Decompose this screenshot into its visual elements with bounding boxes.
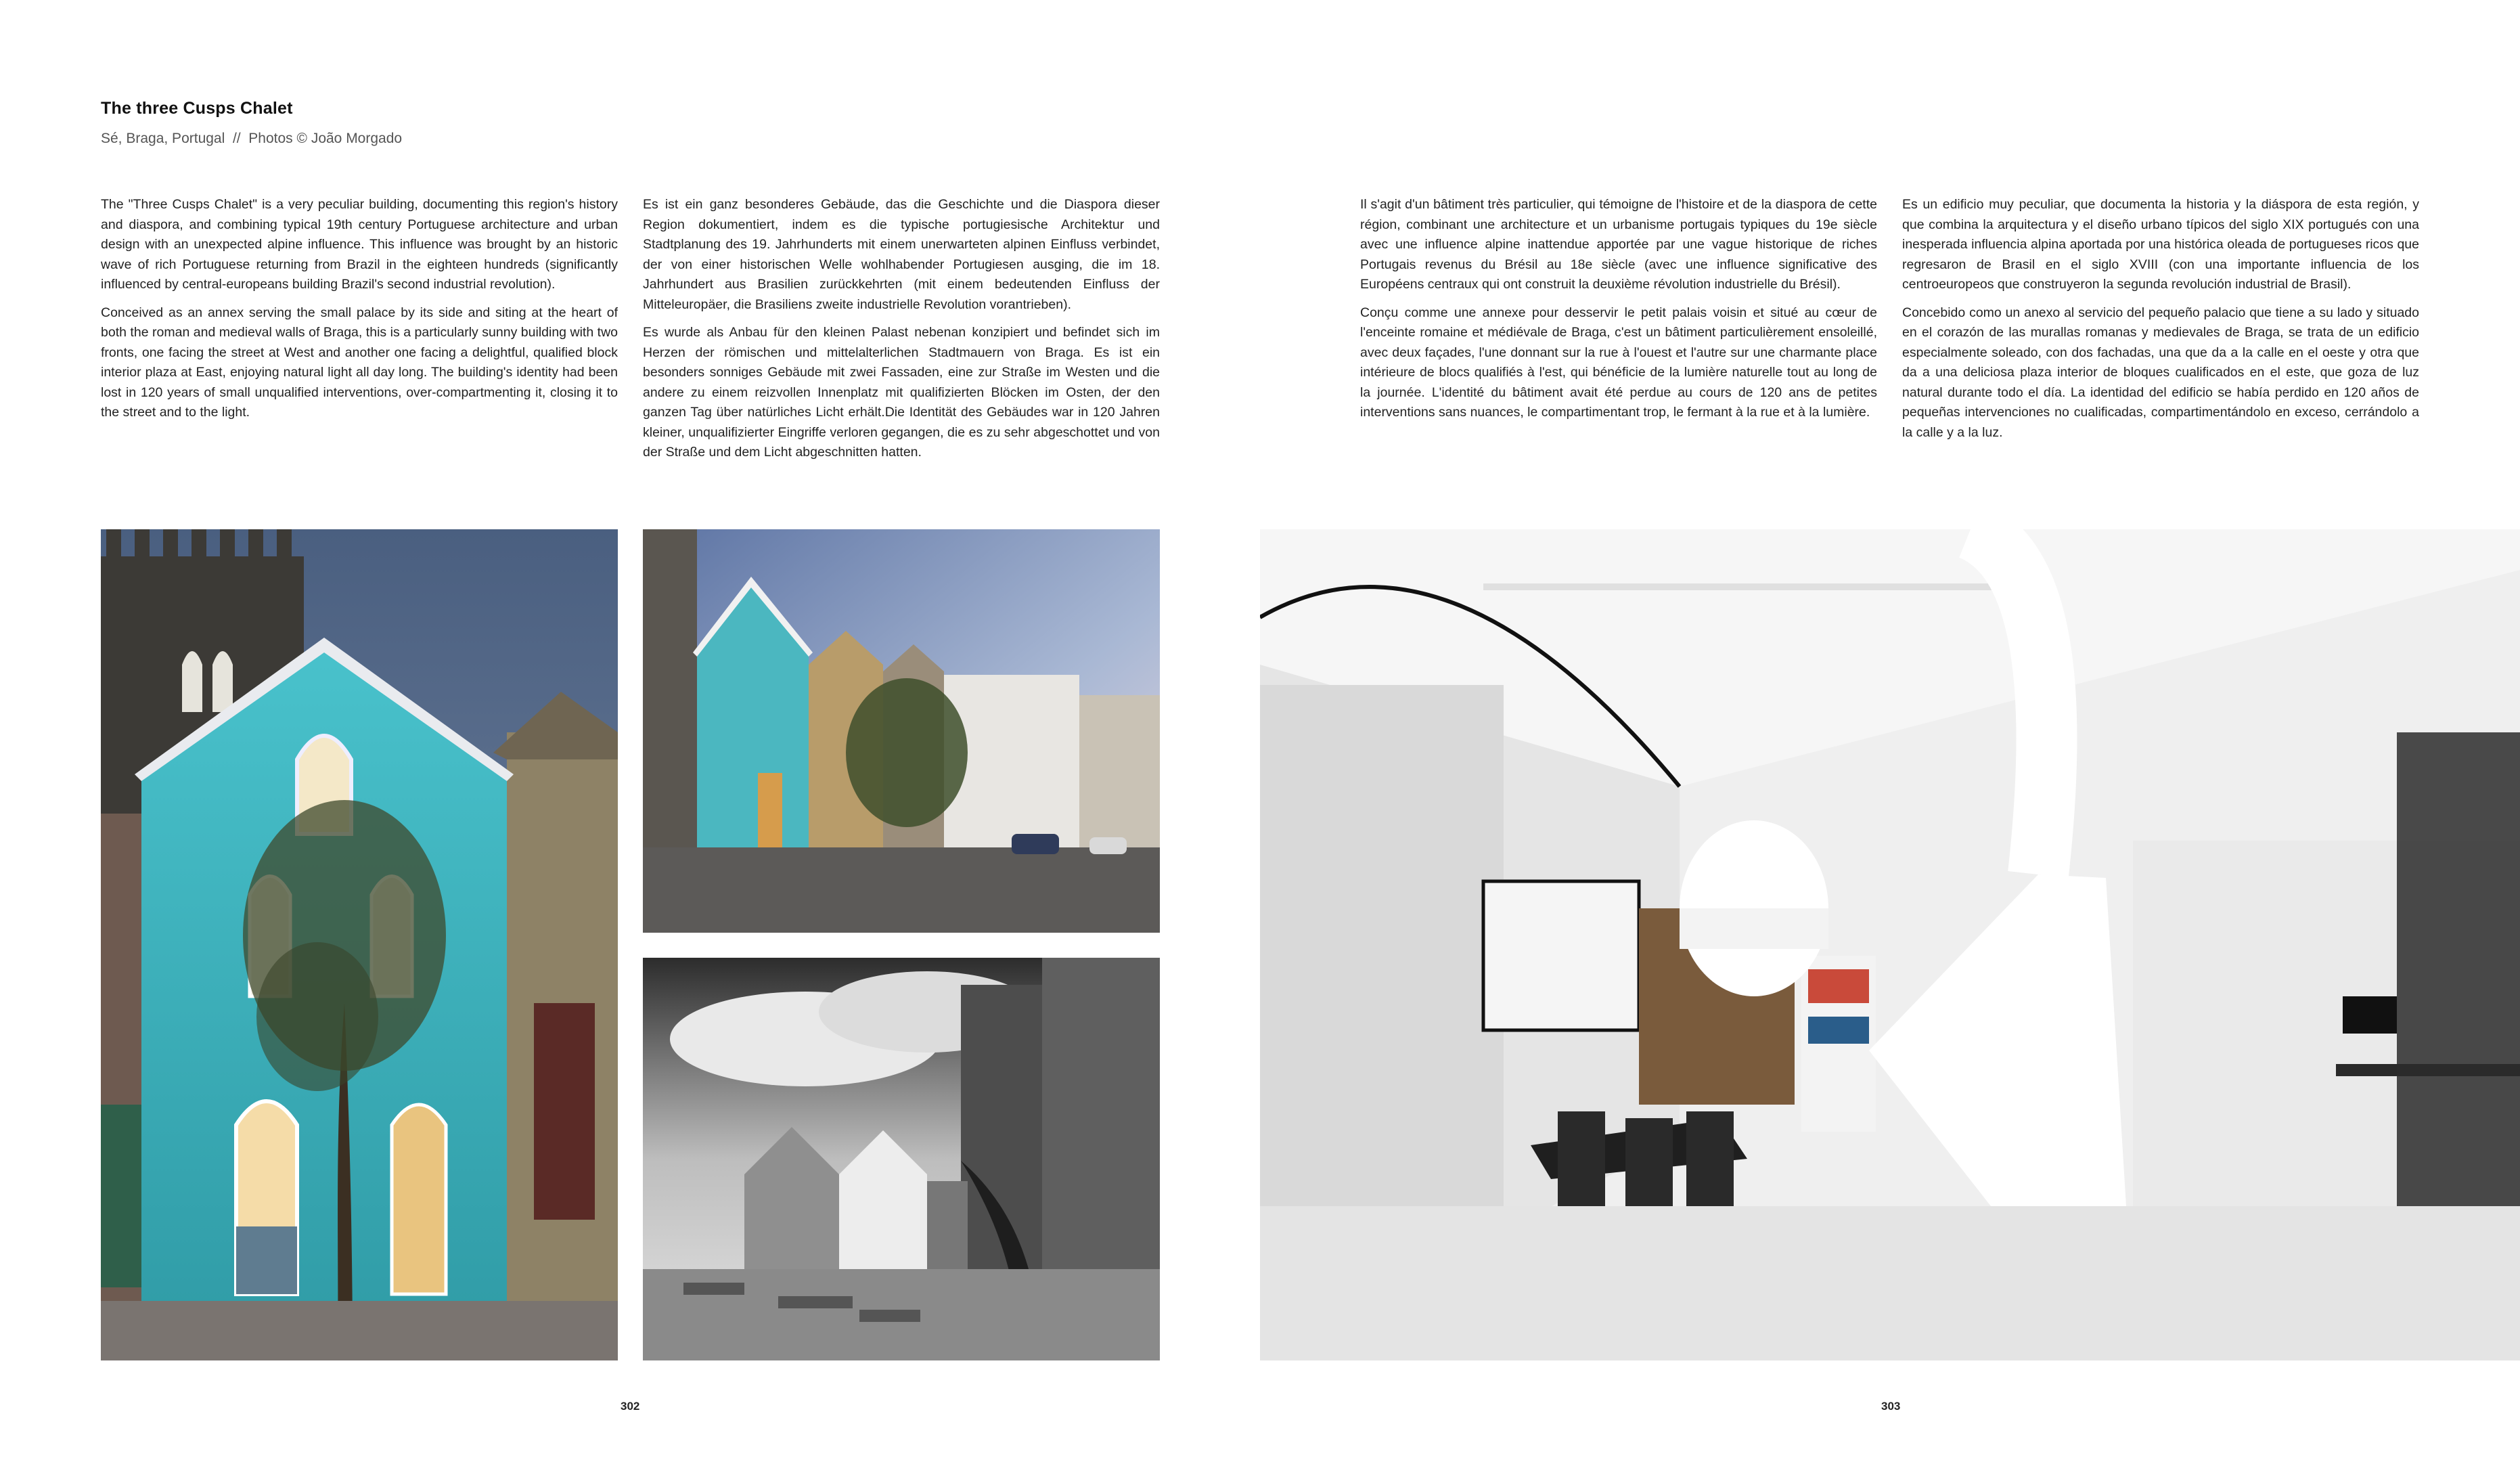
location: Sé, Braga, Portugal	[101, 131, 225, 146]
courtyard-photo-bw	[643, 958, 1160, 1360]
article-credits	[101, 131, 402, 147]
page-number-right: 303	[1881, 1400, 1901, 1413]
paragraph: The "Three Cusps Chalet" is a very peculiar building, documenting this region's history and diaspora, and combining typical 19th century Portuguese architecture and urban design with an unexpected alpine influence. This influence was brought by an historic wave of rich Portuguese returning from Brazil in the eighteen hundreds (significantly influenced by central-europeans building Brazil's second industrial revolution).	[101, 197, 618, 292]
paragraph: Il s'agit d'un bâtiment très particulier, qui témoigne de l'histoire et de la diaspora de cette région, combinant une architecture et un urbanisme portugais typiques du 19e siècle avec une influence alpine inattendue apportée par une vague historique de riches Portugais revenus du Brésil au 18e siècle (avec une influence significative des Européens centraux qui ont construit la deuxième révolution industrielle du Brésil).	[1360, 197, 1877, 292]
separator: //	[232, 131, 241, 146]
article-title: The three Cusps Chalet	[101, 99, 293, 118]
photo-credit: Photos © João Morgado	[248, 131, 403, 146]
text-column-english	[101, 195, 618, 431]
paragraph: Conçu comme une annexe pour desservir le petit palais voisin et situé au cœur de l'enceinte romaine et médiévale de Braga, c'est un bâtiment particulièrement ensoleillé, avec deux façades, l'une donnant sur la rue à l'ouest et l'autre sur une charmante place intérieure de blocs qualifiés à l'est, qui bénéficie de la lumière naturelle tout au long de la journée. L'identité du bâtiment avait été perdue au cours de 120 ans de petites interventions sans nuances, le compartimentant trop, le fermant à la rue et à la lumière.	[1360, 305, 1877, 420]
paragraph: Es wurde als Anbau für den kleinen Palast nebenan konzipiert und befindet sich im Herzen der römischen und mittelalterlichen Stadtmauern von Braga. Es ist ein besonders sonniges Gebäude mit zwei Fassaden, eine zur Straße im Westen und die andere zu einem reizvollen Innenplatz mit qualifizierten Blöcken im Osten, der den ganzen Tag über natürliches Licht erhält.Die Identität des Gebäudes war in 120 Jahren kleiner, unqualifizierter Eingriffe verloren gegangen, die es zu sehr abgeschottet und von der Straße und dem Licht abgeschnitten hatten.	[643, 325, 1160, 460]
interior-photo	[1260, 529, 2520, 1360]
text-column-spanish	[1902, 195, 2419, 451]
page-number-left: 302	[621, 1400, 640, 1413]
paragraph: Es un edificio muy peculiar, que documenta la historia y la diáspora de esta región, y que combina la arquitectura y el diseño urbano típicos del siglo XIX portugués con una inesperada influencia alpina aportada por una histórica oleada de portugueses ricos que regresaron de Brasil en el siglo XVIII (con una importante influencia de los centroeuropeos que construyeron la segunda revolución industrial de Brasil).	[1902, 197, 2419, 292]
paragraph: Concebido como un anexo al servicio del pequeño palacio que tiene a su lado y situado en el corazón de las murallas romanas y medievales de Braga, se trata de un edificio especialmente soleado, con dos fachadas, una que da a la calle en el oeste y otra que da a una deliciosa plaza interior de bloques cualificados en el este, que goza de luz natural durante todo el día. La identidad del edificio se había perdido en 120 años de pequeñas intervenciones no cualificadas, compartimentándolo en exceso, cerrándolo a la calle y a la luz.	[1902, 305, 2419, 440]
street-photo	[643, 529, 1160, 933]
text-column-french	[1360, 195, 1877, 431]
text-column-german	[643, 195, 1160, 471]
paragraph: Es ist ein ganz besonderes Gebäude, das die Geschichte und die Diaspora dieser Region dokumentiert, indem es die typische portugiesische Architektur und Stadtplanung des 19. Jahrhunderts mit einem unerwarteten alpinen Einfluss verbindet, der von einer historischen Welle wohlhabender Portugiesen ausging, die im 18. Jahrhundert aus Brasilien zurückkehrten (mit einem bedeutenden Einfluss der Mitteleuropäer, die Brasiliens zweite industrielle Revolution vorantrieben).	[643, 197, 1160, 312]
facade-photo	[101, 529, 618, 1360]
paragraph: Conceived as an annex serving the small palace by its side and siting at the heart of both the roman and medieval walls of Braga, this is a particularly sunny building with two fronts, one facing the street at West and another one facing a delightful, qualified block interior plaza at East, enjoying natural light all day long. The building's identity had been lost in 120 years of small unqualified interventions, over-compartmenting it, closing it to the street and to the light.	[101, 305, 618, 420]
